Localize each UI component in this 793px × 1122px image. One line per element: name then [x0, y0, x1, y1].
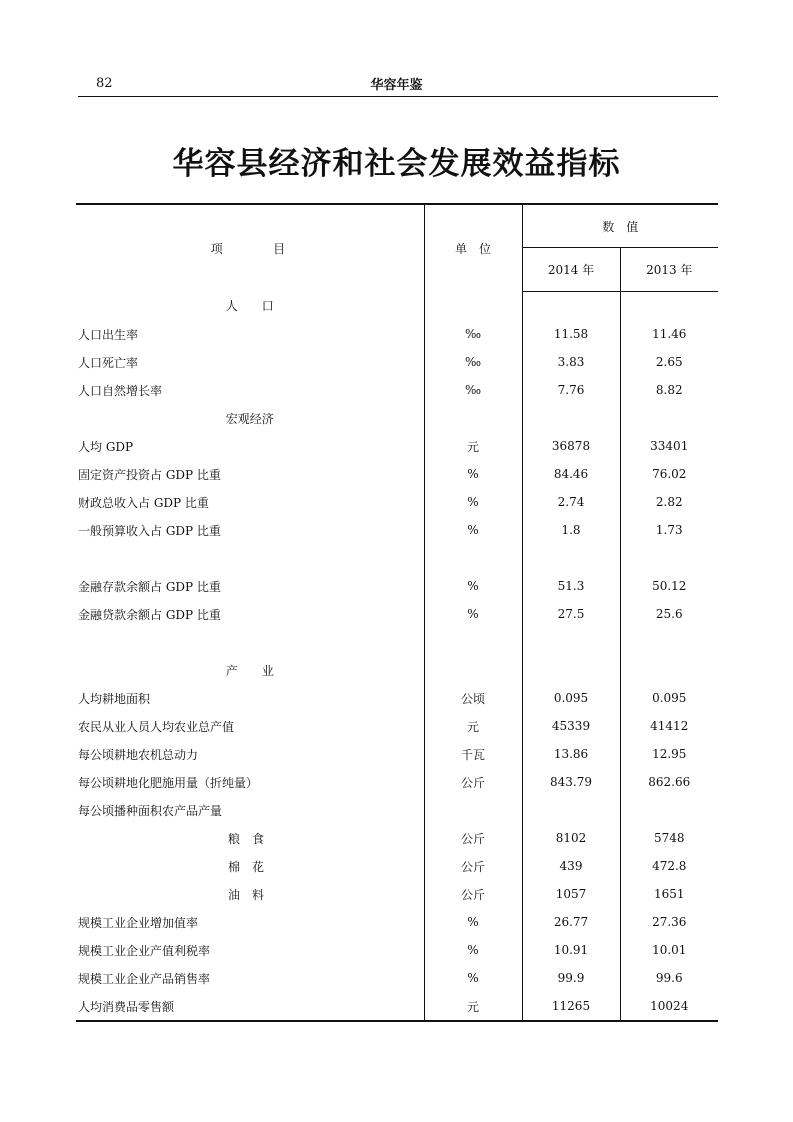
table-row — [76, 376, 718, 404]
indicator-table — [76, 203, 718, 1022]
row-value-2014: 10.91 — [522, 936, 620, 964]
row-unit — [424, 628, 522, 656]
row-value-2013 — [620, 796, 718, 824]
row-item — [76, 628, 424, 656]
table-row — [76, 880, 718, 908]
row-value-2014: 1057 — [522, 880, 620, 908]
row-item: 固定资产投资占 GDP 比重 — [76, 460, 424, 488]
column-header-2014: 2014 年 — [522, 248, 620, 292]
row-item: 棉 花 — [76, 852, 424, 880]
row-item: 粮 食 — [76, 824, 424, 852]
row-value-2013: 0.095 — [652, 691, 687, 705]
row-value-2013: 1.73 — [655, 523, 683, 537]
row-value-2013 — [620, 404, 718, 432]
column-header-values: 数 值 — [522, 204, 718, 248]
row-value-2014: 99.9 — [522, 964, 620, 992]
column-header-unit: 单 位 — [424, 204, 522, 292]
row-unit — [424, 292, 522, 321]
row-value-2014: 3.83 — [522, 348, 620, 376]
row-item: 金融存款余额占 GDP 比重 — [76, 572, 424, 600]
row-item: 金融贷款余额占 GDP 比重 — [76, 600, 424, 628]
row-value-2013: 76.02 — [652, 467, 687, 481]
table-row — [76, 936, 718, 964]
row-value-2013 — [620, 656, 718, 684]
row-item: 每公顷耕地化肥施用量（折纯量） — [76, 768, 424, 796]
table-row — [76, 348, 718, 376]
table-row — [76, 460, 718, 488]
row-unit: % — [424, 964, 522, 992]
row-value-2013: 25.6 — [655, 607, 683, 621]
row-unit: 公斤 — [424, 824, 522, 852]
row-value-2014: 26.77 — [522, 908, 620, 936]
column-header-item: 项 目 — [76, 204, 424, 292]
row-item: 人口自然增长率 — [76, 376, 424, 404]
row-value-2013 — [620, 544, 718, 572]
row-value-2013: 10024 — [620, 992, 718, 1021]
row-item: 人均耕地面积 — [76, 684, 424, 712]
row-value-2013: 99.6 — [655, 971, 683, 985]
table-row — [76, 768, 718, 796]
table-row — [76, 516, 718, 544]
page-title: 华容县经济和社会发展效益指标 — [172, 146, 621, 182]
table-row — [76, 572, 718, 600]
row-value-2014: 27.5 — [522, 600, 620, 628]
row-value-2014 — [522, 292, 620, 321]
table-row — [76, 712, 718, 740]
row-unit: 公斤 — [424, 768, 522, 796]
table-row — [76, 320, 718, 348]
row-unit: 公斤 — [424, 880, 522, 908]
row-unit: % — [424, 516, 522, 544]
table-row — [76, 432, 718, 460]
row-item: 农民从业人员人均农业总产值 — [76, 712, 424, 740]
table-row — [76, 852, 718, 880]
row-value-2013: 11.46 — [652, 327, 687, 341]
row-value-2013: 50.12 — [652, 579, 687, 593]
table-row — [76, 908, 718, 936]
table-row — [76, 600, 718, 628]
row-item: 人均消费品零售额 — [76, 992, 424, 1021]
row-item: 油 料 — [76, 880, 424, 908]
row-unit: 公顷 — [424, 684, 522, 712]
row-value-2014: 51.3 — [522, 572, 620, 600]
row-value-2014 — [522, 796, 620, 824]
column-header-2013: 2013 年 — [620, 248, 718, 292]
running-title: 华容年鉴 — [370, 78, 423, 93]
row-value-2014: 45339 — [522, 712, 620, 740]
row-item: 人均 GDP — [76, 432, 424, 460]
row-value-2013: 472.8 — [652, 859, 687, 873]
row-unit: 千瓦 — [424, 740, 522, 768]
row-unit: ‰ — [424, 320, 522, 348]
row-value-2013: 1651 — [653, 887, 685, 901]
row-value-2013: 8.82 — [655, 383, 683, 397]
row-value-2013: 2.82 — [655, 495, 683, 509]
row-unit: % — [424, 572, 522, 600]
row-unit: 公斤 — [424, 852, 522, 880]
row-unit — [424, 796, 522, 824]
row-item: 规模工业企业产品销售率 — [76, 964, 424, 992]
page-number: 82 — [96, 76, 113, 91]
row-item: 规模工业企业增加值率 — [76, 908, 424, 936]
row-item — [76, 544, 424, 572]
row-value-2013: 2.65 — [655, 355, 683, 369]
row-value-2014: 11.58 — [522, 320, 620, 348]
row-item: 产 业 — [76, 656, 424, 684]
table-row — [76, 488, 718, 516]
row-value-2013: 33401 — [650, 439, 689, 453]
indicator-table-wrapper — [76, 203, 718, 1022]
row-unit — [424, 656, 522, 684]
row-value-2014: 8102 — [522, 824, 620, 852]
row-item: 每公顷耕地农机总动力 — [76, 740, 424, 768]
row-item: 每公顷播种面积农产品产量 — [76, 796, 424, 824]
row-unit: % — [424, 460, 522, 488]
row-value-2013: 27.36 — [652, 915, 687, 929]
row-value-2013: 12.95 — [652, 747, 687, 761]
row-item: 财政总收入占 GDP 比重 — [76, 488, 424, 516]
row-value-2013: 41412 — [650, 719, 689, 733]
row-value-2014 — [522, 656, 620, 684]
row-value-2013 — [620, 628, 718, 656]
row-value-2014: 84.46 — [522, 460, 620, 488]
table-row — [76, 740, 718, 768]
table-row — [76, 796, 718, 824]
row-unit: ‰ — [424, 376, 522, 404]
row-item: 人口出生率 — [76, 320, 424, 348]
row-value-2013: 10.01 — [652, 943, 687, 957]
table-row — [76, 292, 718, 321]
header-rule — [78, 96, 718, 97]
row-value-2014: 7.76 — [522, 376, 620, 404]
row-value-2014: 1.8 — [522, 516, 620, 544]
row-value-2014: 13.86 — [522, 740, 620, 768]
row-item: 宏观经济 — [76, 404, 424, 432]
row-unit: 元 — [424, 432, 522, 460]
row-unit — [424, 544, 522, 572]
table-row — [76, 824, 718, 852]
row-unit — [424, 404, 522, 432]
row-value-2014 — [522, 544, 620, 572]
row-value-2014 — [522, 404, 620, 432]
table-row — [76, 404, 718, 432]
table-row — [76, 544, 718, 572]
row-item: 人 口 — [76, 292, 424, 321]
row-unit: 元 — [424, 992, 522, 1021]
row-value-2013: 5748 — [653, 831, 685, 845]
row-value-2014: 36878 — [522, 432, 620, 460]
row-unit: % — [424, 936, 522, 964]
table-row — [76, 628, 718, 656]
row-unit: % — [424, 600, 522, 628]
row-unit: % — [424, 908, 522, 936]
row-value-2014: 11265 — [522, 992, 620, 1021]
row-value-2014: 439 — [522, 852, 620, 880]
row-value-2014 — [522, 628, 620, 656]
table-row — [76, 964, 718, 992]
row-unit: 元 — [424, 712, 522, 740]
row-unit: % — [424, 488, 522, 516]
row-value-2014: 0.095 — [522, 684, 620, 712]
row-item: 一般预算收入占 GDP 比重 — [76, 516, 424, 544]
table-body — [76, 292, 718, 1022]
row-item: 规模工业企业产值利税率 — [76, 936, 424, 964]
row-value-2014: 843.79 — [522, 768, 620, 796]
row-value-2014: 2.74 — [522, 488, 620, 516]
table-row — [76, 684, 718, 712]
row-value-2013: 862.66 — [648, 775, 691, 789]
table-row — [76, 992, 718, 1021]
row-item: 人口死亡率 — [76, 348, 424, 376]
row-value-2013 — [620, 292, 718, 321]
table-row — [76, 656, 718, 684]
row-unit: ‰ — [424, 348, 522, 376]
